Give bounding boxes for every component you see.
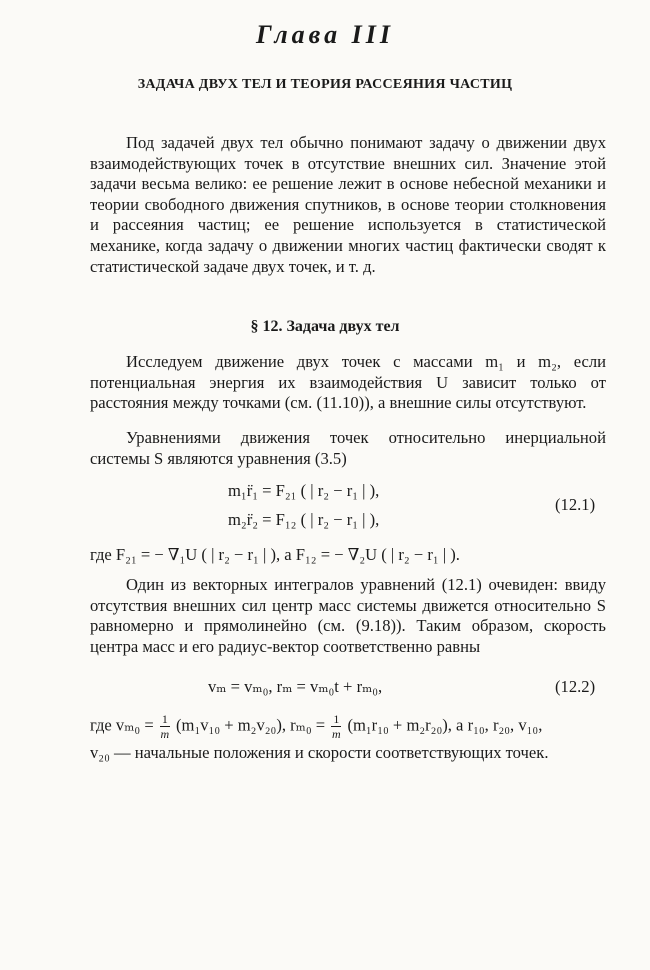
rm0-expression: (m₁r₁₀ + m₂r₂₀), а r₁₀, r₂₀, v₁₀, [347, 715, 543, 735]
where-forces: где F₂₁ = − ∇₁U ( | r₂ − r₁ | ), а F₁₂ = − ∇₂U ( | r₂ − r₁ | ). [90, 545, 460, 564]
section-title: § 12. Задача двух тел [250, 318, 400, 335]
fraction-one-over-m-2 [331, 712, 341, 741]
vm0-label: где vₘ₀ = [90, 715, 154, 735]
vm0-expression: (m₁v₁₀ + m₂v₂₀), [176, 715, 286, 735]
fraction-numerator: 1 [161, 712, 168, 726]
where-initial-values: v₂₀ — начальные положения и скорости соответствующих точек. [90, 743, 549, 762]
chapter-subtitle: ЗАДАЧА ДВУХ ТЕЛ И ТЕОРИЯ РАССЕЯНИЯ ЧАСТИЦ [137, 77, 513, 92]
equation-12-1-line-2: m₂r̈₂ = F₁₂ ( | r₂ − r₁ | ), [228, 510, 380, 529]
fraction-numerator-2: 1 [333, 712, 340, 726]
equation-12-1-line-1: m₁r̈₁ = F₂₁ ( | r₂ − r₁ | ), [228, 481, 380, 500]
section-paragraph-3: Один из векторных интегралов уравнений (12.1) очевиден: ввиду отсутствия внешних сил центр масс системы движется относительно S равномерно и прямолинейно (см. (9.18)). Таким образом, скорость центра масс и его радиус-вектор соответственно равны [90, 575, 606, 656]
equation-number-12-1: (12.1) [555, 495, 596, 514]
intro-paragraph: Под задачей двух тел обычно понимают задачу о движении двух взаимодействующих точек в отсутствие внешних сил. Значение этой задачи весьма велико: ее решение лежит в основе небесной механики и теории свободного движения спутников, в основе теории столкновения и рассеяния частиц; ее решение используется в статистической механике, когда задачу о движении многих частиц фактически сводят к статистической задаче двух точек, и т. д. [90, 133, 606, 276]
where-center-of-mass [90, 712, 542, 741]
fraction-denominator: m [160, 727, 170, 741]
fraction-denominator-2: m [331, 727, 341, 741]
section-paragraph-1: Исследуем движение двух точек с массами m₁ и m₂, если потенциальная энергия их взаимодействия U зависит только от расстояния между точками (см. (11.10)), а внешние силы отсутствуют. [90, 352, 606, 413]
chapter-title: Глава III [256, 20, 394, 49]
fraction-one-over-m [160, 712, 170, 741]
section-paragraph-2: Уравнениями движения точек относительно инерциальной системы S являются уравнения (3.5) [90, 428, 606, 468]
rm0-label: rₘ₀ = [290, 715, 326, 735]
equation-12-2: vₘ = vₘ₀, rₘ = vₘ₀t + rₘ₀, [208, 677, 383, 696]
equation-number-12-2: (12.2) [555, 677, 596, 696]
